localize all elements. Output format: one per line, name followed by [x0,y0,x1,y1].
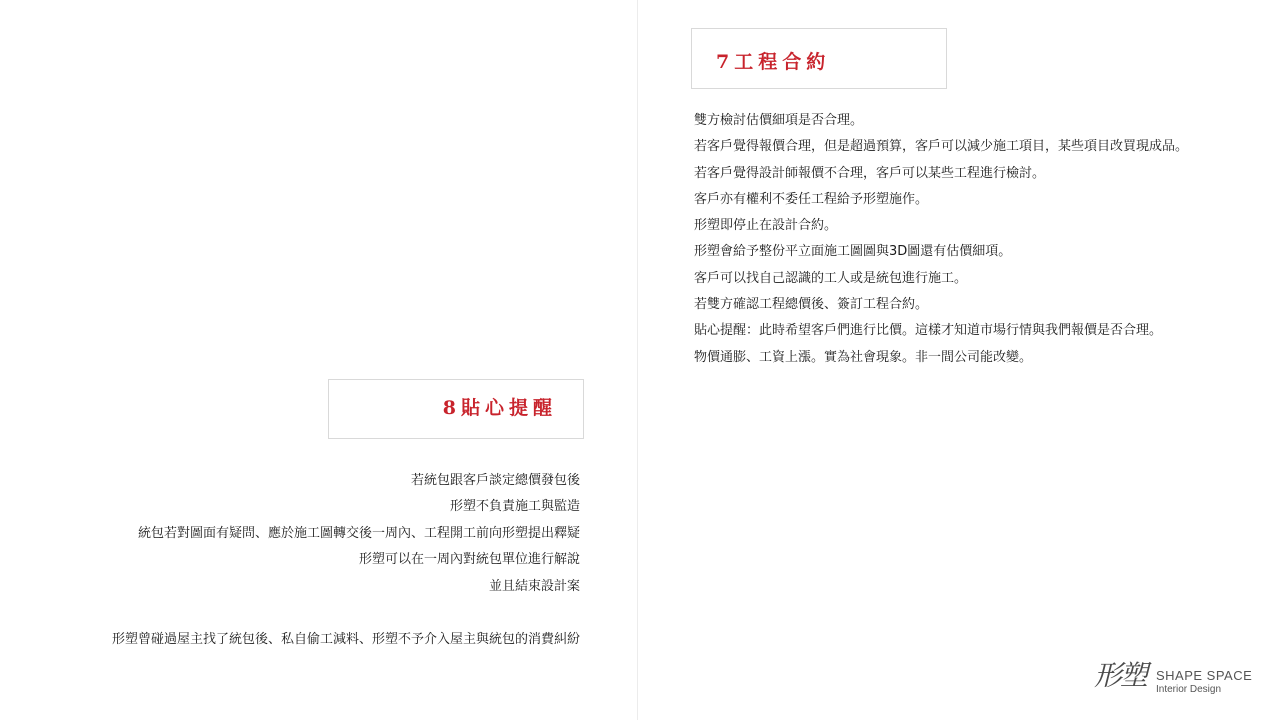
section-7-line: 客戶亦有權利不委任工程給予形塑施作。 [694,191,929,207]
section-7-line: 若客戶覺得設計師報價不合理，客戶可以某些工程進行檢討。 [694,165,1046,181]
section-8-note: 形塑曾碰過屋主找了統包後、私自偷工減料、形塑不予介入屋主與統包的消費糾紛 [111,632,580,647]
section-8-line: 若統包跟客戶談定總價發包後 [410,473,580,488]
section-7-line: 物價通膨、工資上漲。實為社會現象。非一間公司能改變。 [694,349,1033,365]
section-7-line: 形塑即停止在設計合約。 [694,218,838,234]
section-8-line: 並且結束設計案 [488,578,580,594]
brand-name: SHAPE SPACE [1156,668,1253,683]
section-8-line: 形塑不負責施工與監造 [449,499,580,515]
section-7-line: 若雙方確認工程總價後、簽訂工程合約。 [694,297,929,313]
section-7-line: 形塑會給予整份平立面施工圖圖與3D圖還有估價細項。 [694,244,1012,260]
section-8-title-box [328,379,584,439]
section-7-title-box [691,28,947,89]
section-7-line: 貼心提醒：此時希望客戶們進行比價。這樣才知道市場行情與我們報價是否合理。 [694,323,1163,339]
brand-logo [1094,658,1254,698]
section-8-line: 統包若對圖面有疑問、應於施工圖轉交後一周內、工程開工前向形塑提出釋疑 [137,525,580,541]
section-7-line: 客戶可以找自己認識的工人或是統包進行施工。 [694,270,968,286]
section-7-title: 7工程合約 [716,51,831,73]
section-8-title: 8貼心提醒 [442,397,557,419]
brand-subtitle: Interior Design [1156,684,1222,695]
section-7-line: 若客戶覺得報價合理，但是超過預算，客戶可以減少施工項目，某些項目改買現成品。 [694,139,1189,155]
page-divider [637,0,638,720]
brand-logo-mark: 形塑 [1094,659,1147,692]
section-7-line: 雙方檢討估價細項是否合理。 [694,113,864,128]
section-8-line: 形塑可以在一周內對統包單位進行解說 [358,552,580,568]
section-8-list [138,468,580,600]
section-7-list [694,108,1188,371]
